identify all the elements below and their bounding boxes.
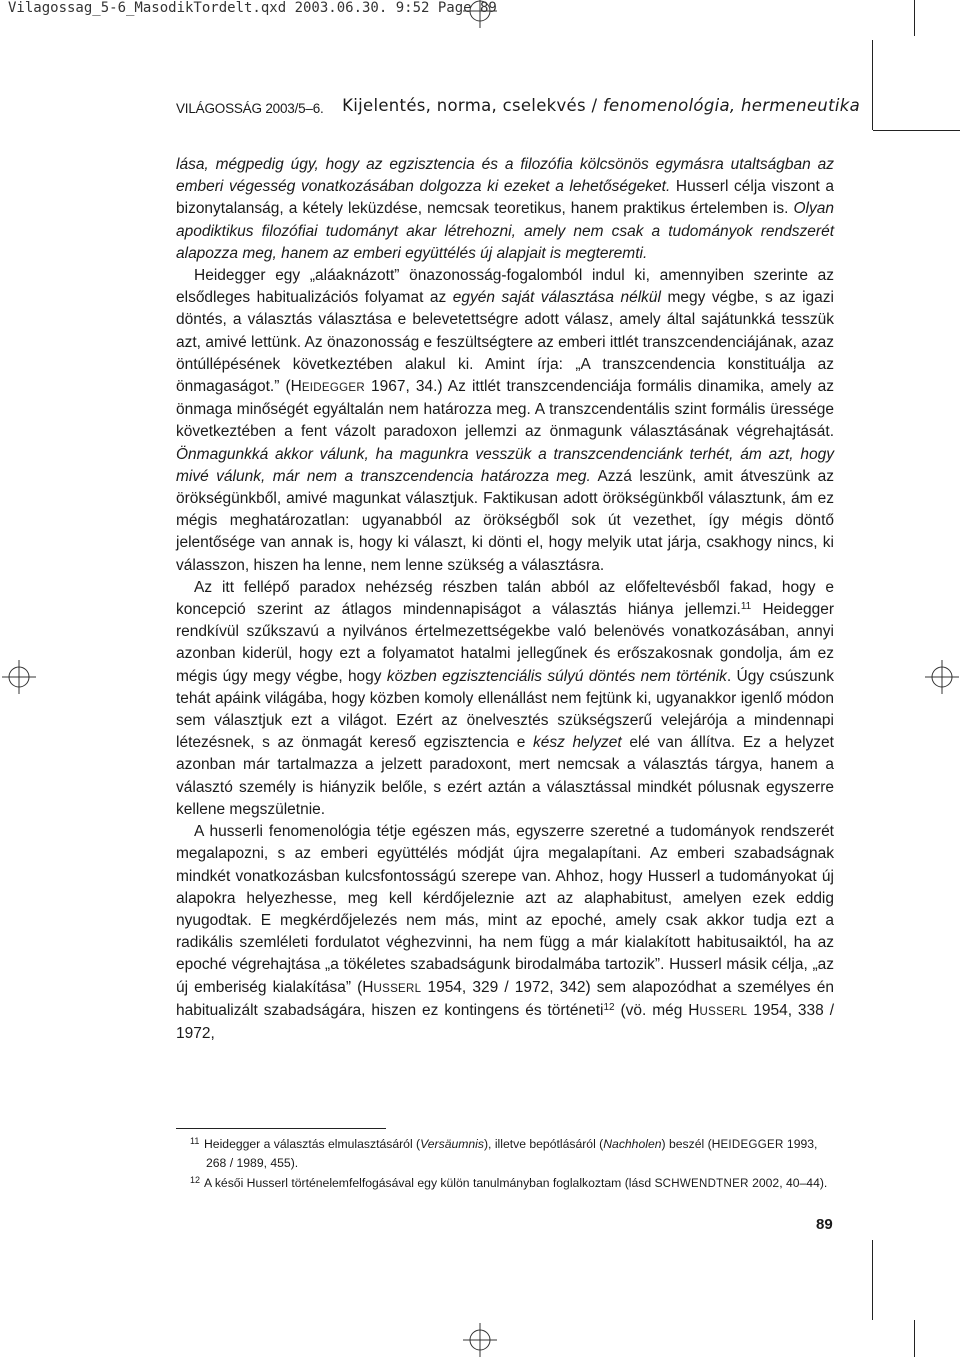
footnotes [176, 1135, 834, 1195]
crop-mark [914, 1320, 915, 1357]
paragraph: A husserli fenomenológia tétje egészen más, egyszerre szeretné a tudományok rendszerét megalapozni, s az emberi együttélés módját újra megalapítani. Az emberi szabadságnak mindkét vonatkozásban kulcsfontosságú szerepe van. Ahhoz, hogy Husserl a tudományokat új alapokra helyezhesse, meg kell kérdőjeleznie azt az alaphabitust, amelyen ezek eddig nyugodtak. E megkérdőjelezés nem más, mint az epoché, amely csak akkor tudja ezt a radikális szemléleti fordulatot véghezvinni, ha nem függ a már kialakított habitusaiktól, ha az epoché végrehajtása „a tökéletes szabadságunk birodalmába tartozik”. Husserl másik célja, „az új emberiség kialakítása” (HUSSERL 1954, 329 / 1972, 342) sem alapozódhat a személyes én habitualizált szabadságára, hiszen ez kontingens és történeti$^{12}$ (vö. még HUSSERL 1954, 338 / 1972, [176, 823, 835, 1042]
crop-mark [873, 130, 960, 131]
body-text [176, 154, 834, 1045]
paragraph: Heidegger egy „aláaknázott” önazonosság-fogalomból indul ki, amennyiben szerinte az elsődleges habitualizációs folyamat az egyén saját választása nélkül megy végbe, s az igazi döntés, a választás választása e belevetettségre adott válasz, amely által sajátunkká tesszük azt, amivé lettünk. Az önazonosság e feszültségtere az emberi ittlét transzcendenciájának, azaz öntúllépésének következtében alakul ki. Amint írja: „A transzcendencia konstituálja az önmagaságot.” (HEIDEGGER 1967, 34.) Az ittlét transzcendenciája formális dinamika, amely az önmaga minőségét egyáltalán nem határozza meg. A transzcendentális szint formális üressége következtében a fent vázolt paradoxon jellemzi az önmagunk választásának végrehajtását. Önmagunkká akkor válunk, ha magunkra vesszük a transzcendenciánk terhét, ám azt, hogy mivé válunk, már nem a transzcendencia határozza meg. Azzá leszünk, amit átveszünk az örökségünkből, amivé magunkat választjuk. Faktikusan adott örökségünkből választunk, ám ez mégis meghatározatlan: ugyanabból az örökségből sok út vezethet, így mégis döntő jelentősége van annak is, hogy ki választ, ki dönti el, hogy melyik utat járja, csakhogy nincs, ki válasszon, hiszen ha lenne, nem lenne szükség a választásra. [176, 267, 835, 574]
crop-mark [872, 1240, 873, 1320]
page-number: 89 [816, 1216, 833, 1233]
journal-issue: VILÁGOSSÁG 2003/5–6. [176, 101, 324, 116]
footnote-ref[interactable]: 11 [740, 601, 752, 613]
running-header [176, 96, 860, 126]
registration-mark-icon [2, 660, 36, 694]
paragraph: Az itt fellépő paradox nehézség részben talán abból az előfeltevésből fakad, hogy e koncepció szerint az átlagos mindennapiságot a választás hiánya jellemzi.$^{11}$ Heidegger rendkívül szűkszavú a nyilvános értelmezettségekbe való belenövés vonatkozásában, annyi azonban kiderül, hogy ezt a folyamatot hatalmi jellegűnek és erőszakosnak gondolja, ám ez mégis úgy megy végbe, hogy közben egzisztenciális súlyú döntés nem történik. Úgy csúszunk tehát apáink világába, hogy közben komoly ellenállást nem fejtünk ki, ugyanakkor igenlő módon sem választjuk ezt a világot. Ezért az önelvesztés szükségszerű velejárója a mindennapi létezésnek, s az önmagát kereső egzisztencia e kész helyzet elé van állítva. Ez a helyzet azonban már tartalmazza a jelzett paradoxont, mert nemcsak a választás tárgya, hanem a választó személy is hiányzik belőle, s ezért aztán a választással mindkét pólusnak egyszerre kellene megszületnie. [176, 578, 834, 818]
crop-mark [914, 0, 915, 36]
registration-mark-icon [463, 1323, 497, 1357]
footnote-rule [176, 1128, 386, 1129]
print-slug: Vilagossag_5-6_MasodikTordelt.qxd 2003.06.30. 9:52 Page 89 [8, 0, 497, 16]
footnote-ref[interactable]: 12 [603, 1001, 615, 1013]
footnote-12: 12 A késői Husserl történelemfelfogásával egy külön tanulmányban foglalkoztam (lásd SCHWENDTNER 2002, 40–44). [190, 1175, 828, 1190]
paragraph: lása, mégpedig úgy, hogy az egzisztencia és a filozófia kölcsönös egymásra utaltságban az emberi végesség vonatkozásában dolgozza ki ezeket a lehetőségeket. Husserl célja viszont a bizonytalanság, a kétely leküzdése, nemcsak teoretikus, hanem praktikus értelemben is. Olyan apodiktikus filozófiai tudományt akar létrehozni, amely nem csak a tudományok rendszerét alapozza meg, hanem az emberi együttélés új alapjait is megteremti. [176, 156, 834, 262]
registration-mark-icon [925, 660, 959, 694]
crop-mark [872, 40, 873, 130]
registration-mark-icon [463, 0, 497, 28]
running-head: Kijelentés, norma, cselekvés / fenomenológia, hermeneutika [342, 96, 860, 115]
footnote-11: 11 Heidegger a választás elmulasztásáról (Versäumnis), illetve bepótlásáról (Nachholen) beszél (HEIDEGGER 1993, 268 / 1989, 455). [190, 1136, 818, 1170]
